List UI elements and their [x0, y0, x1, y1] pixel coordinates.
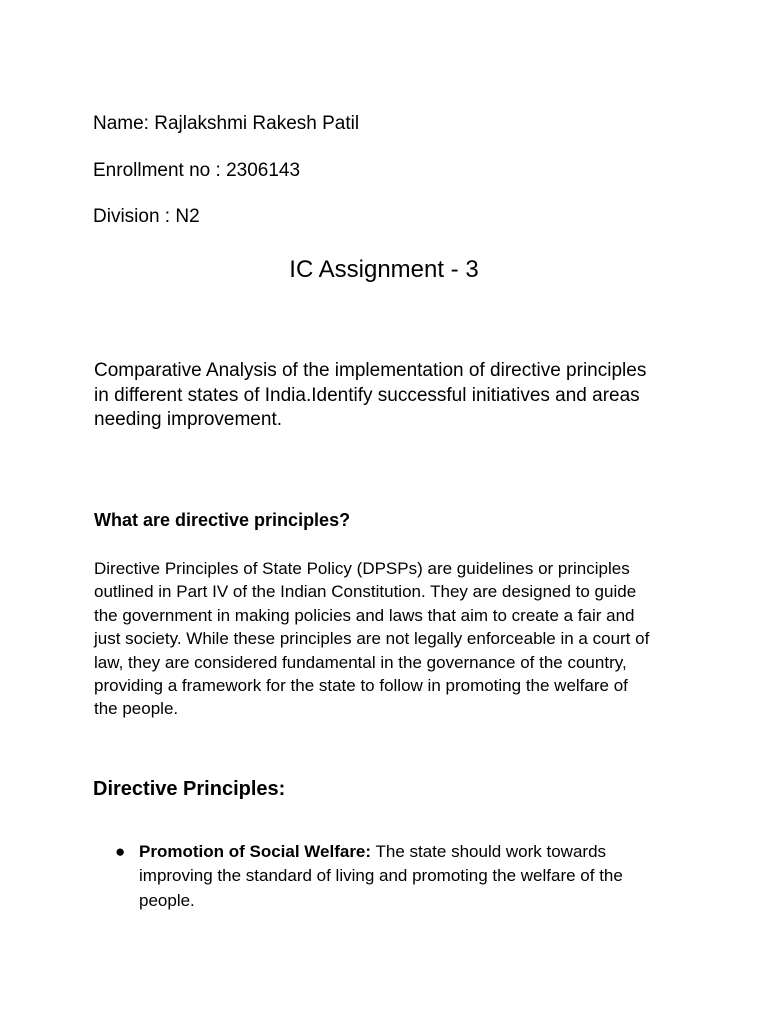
list-item-term: Promotion of Social Welfare: [139, 842, 372, 861]
enrollment-number: Enrollment no : 2306143 [93, 160, 301, 181]
bullet-icon: ● [115, 842, 126, 861]
section-heading-directive-principles: Directive Principles: [93, 778, 286, 800]
section-body-paragraph: Directive Principles of State Policy (DPSPs) are guidelines or principles outlined in Part IV of the Indian Constitution. They are designed to guide the government in making policies and laws that aim to create a fair and just society. While these principles are not legally enforceable in a court of law, they are considered fundamental in the governance of the country, providing a framework for the state to follow in promoting the welfare of the people. [94, 559, 650, 719]
assignment-topic: Comparative Analysis of the implementation of directive principles in different states of India.Identify successful initiatives and areas needing improvement. [94, 360, 647, 430]
division: Division : N2 [93, 206, 200, 227]
list-item [115, 840, 675, 913]
list-item-text: The state should work towards improving the standard of living and promoting the welfare of the people. [139, 842, 623, 910]
assignment-title: IC Assignment - 3 [289, 256, 479, 283]
principles-list [115, 840, 675, 913]
student-name: Name: Rajlakshmi Rakesh Patil [93, 113, 360, 134]
section-heading-what-are-directive-principles: What are directive principles? [94, 510, 351, 530]
